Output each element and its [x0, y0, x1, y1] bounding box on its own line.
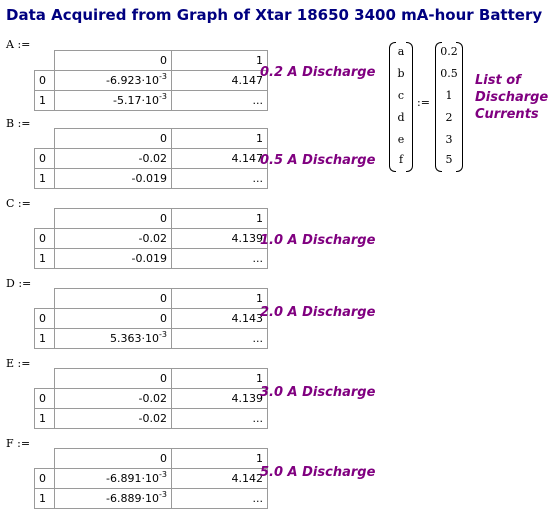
col-header: 1 — [172, 369, 268, 389]
page-title: Data Acquired from Graph of Xtar 18650 3400 mA-hour Battery — [6, 6, 543, 24]
matrix-cell[interactable]: -0.02 — [55, 149, 172, 169]
vector-entry: 1 — [445, 89, 453, 102]
vector-entry: d — [397, 111, 405, 124]
name-vector[interactable] — [389, 42, 413, 172]
matrix-cell[interactable]: $-6.923\cdot 10^{-3}$ — [55, 71, 172, 91]
matrix-a-label: A := — [6, 38, 31, 51]
assign-operator: := — [417, 96, 430, 109]
matrix-d-label: D := — [6, 277, 32, 290]
matrix-f-label: F := — [6, 437, 31, 450]
matrix-cell[interactable]: ... — [172, 91, 268, 111]
corner-cell — [35, 289, 55, 309]
col-header: 0 — [55, 449, 172, 469]
matrix-cell[interactable]: ... — [172, 249, 268, 269]
matrix-b-note: 0.5 A Discharge — [260, 153, 376, 168]
vector-entry: 0.2 — [440, 45, 458, 58]
matrix-cell[interactable]: -0.02 — [55, 389, 172, 409]
col-header: 1 — [172, 209, 268, 229]
matrix-cell[interactable]: ... — [172, 169, 268, 189]
matrix-e-note: 3.0 A Discharge — [260, 385, 376, 400]
matrix-cell[interactable]: ... — [172, 489, 268, 509]
matrix-cell[interactable]: $-6.891\cdot 10^{-3}$ — [55, 469, 172, 489]
corner-cell — [35, 369, 55, 389]
matrix-f-table[interactable] — [34, 448, 268, 509]
vector-entry: 3 — [445, 133, 453, 146]
matrix-cell[interactable]: -0.02 — [55, 409, 172, 429]
matrix-a-note: 0.2 A Discharge — [260, 65, 376, 80]
matrix-cell[interactable]: $5.363\cdot 10^{-3}$ — [55, 329, 172, 349]
matrix-cell[interactable]: ... — [172, 329, 268, 349]
row-index: 1 — [35, 249, 55, 269]
matrix-e-table[interactable] — [34, 368, 268, 429]
vector-entry: 2 — [445, 111, 453, 124]
vector-entry: f — [398, 153, 404, 166]
matrix-f-note: 5.0 A Discharge — [260, 465, 376, 480]
matrix-cell[interactable]: 4.147 — [172, 149, 268, 169]
matrix-c-table[interactable] — [34, 208, 268, 269]
row-index: 1 — [35, 169, 55, 189]
matrix-d-table[interactable] — [34, 288, 268, 349]
vector-entry: e — [397, 133, 405, 146]
matrix-a-table[interactable] — [34, 50, 268, 111]
matrix-cell[interactable]: 0 — [55, 309, 172, 329]
matrix-cell[interactable]: 4.139 — [172, 229, 268, 249]
corner-cell — [35, 51, 55, 71]
vector-entry: 5 — [445, 153, 453, 166]
matrix-e-label: E := — [6, 357, 31, 370]
col-header: 1 — [172, 129, 268, 149]
side-note-line: Currents — [475, 107, 539, 122]
col-header: 0 — [55, 209, 172, 229]
row-index: 1 — [35, 409, 55, 429]
row-index: 0 — [35, 229, 55, 249]
matrix-cell[interactable]: -0.019 — [55, 169, 172, 189]
matrix-cell[interactable]: ... — [172, 409, 268, 429]
col-header: 0 — [55, 129, 172, 149]
vector-entry: b — [397, 67, 405, 80]
matrix-cell[interactable]: $-6.889\cdot 10^{-3}$ — [55, 489, 172, 509]
vector-entry: a — [397, 45, 405, 58]
col-header: 0 — [55, 369, 172, 389]
corner-cell — [35, 449, 55, 469]
matrix-d-note: 2.0 A Discharge — [260, 305, 376, 320]
matrix-cell[interactable]: 4.139 — [172, 389, 268, 409]
side-note-line: Discharge — [475, 90, 549, 105]
col-header: 1 — [172, 51, 268, 71]
matrix-c-note: 1.0 A Discharge — [260, 233, 376, 248]
side-note-line: List of — [475, 73, 521, 88]
row-index: 1 — [35, 489, 55, 509]
matrix-cell[interactable]: -0.019 — [55, 249, 172, 269]
row-index: 0 — [35, 149, 55, 169]
row-index: 0 — [35, 469, 55, 489]
row-index: 1 — [35, 329, 55, 349]
col-header: 0 — [55, 51, 172, 71]
matrix-cell[interactable]: 4.147 — [172, 71, 268, 91]
row-index: 0 — [35, 71, 55, 91]
col-header: 1 — [172, 449, 268, 469]
matrix-cell[interactable]: 4.142 — [172, 469, 268, 489]
matrix-cell[interactable]: -0.02 — [55, 229, 172, 249]
matrix-b-label: B := — [6, 117, 31, 130]
corner-cell — [35, 209, 55, 229]
col-header: 1 — [172, 289, 268, 309]
row-index: 0 — [35, 389, 55, 409]
row-index: 1 — [35, 91, 55, 111]
row-index: 0 — [35, 309, 55, 329]
matrix-b-table[interactable] — [34, 128, 268, 189]
matrix-cell[interactable]: 4.143 — [172, 309, 268, 329]
value-vector[interactable] — [435, 42, 463, 172]
vector-entry: 0.5 — [440, 67, 458, 80]
matrix-cell[interactable]: $-5.17\cdot 10^{-3}$ — [55, 91, 172, 111]
matrix-c-label: C := — [6, 197, 31, 210]
vector-entry: c — [397, 89, 405, 102]
corner-cell — [35, 129, 55, 149]
col-header: 0 — [55, 289, 172, 309]
